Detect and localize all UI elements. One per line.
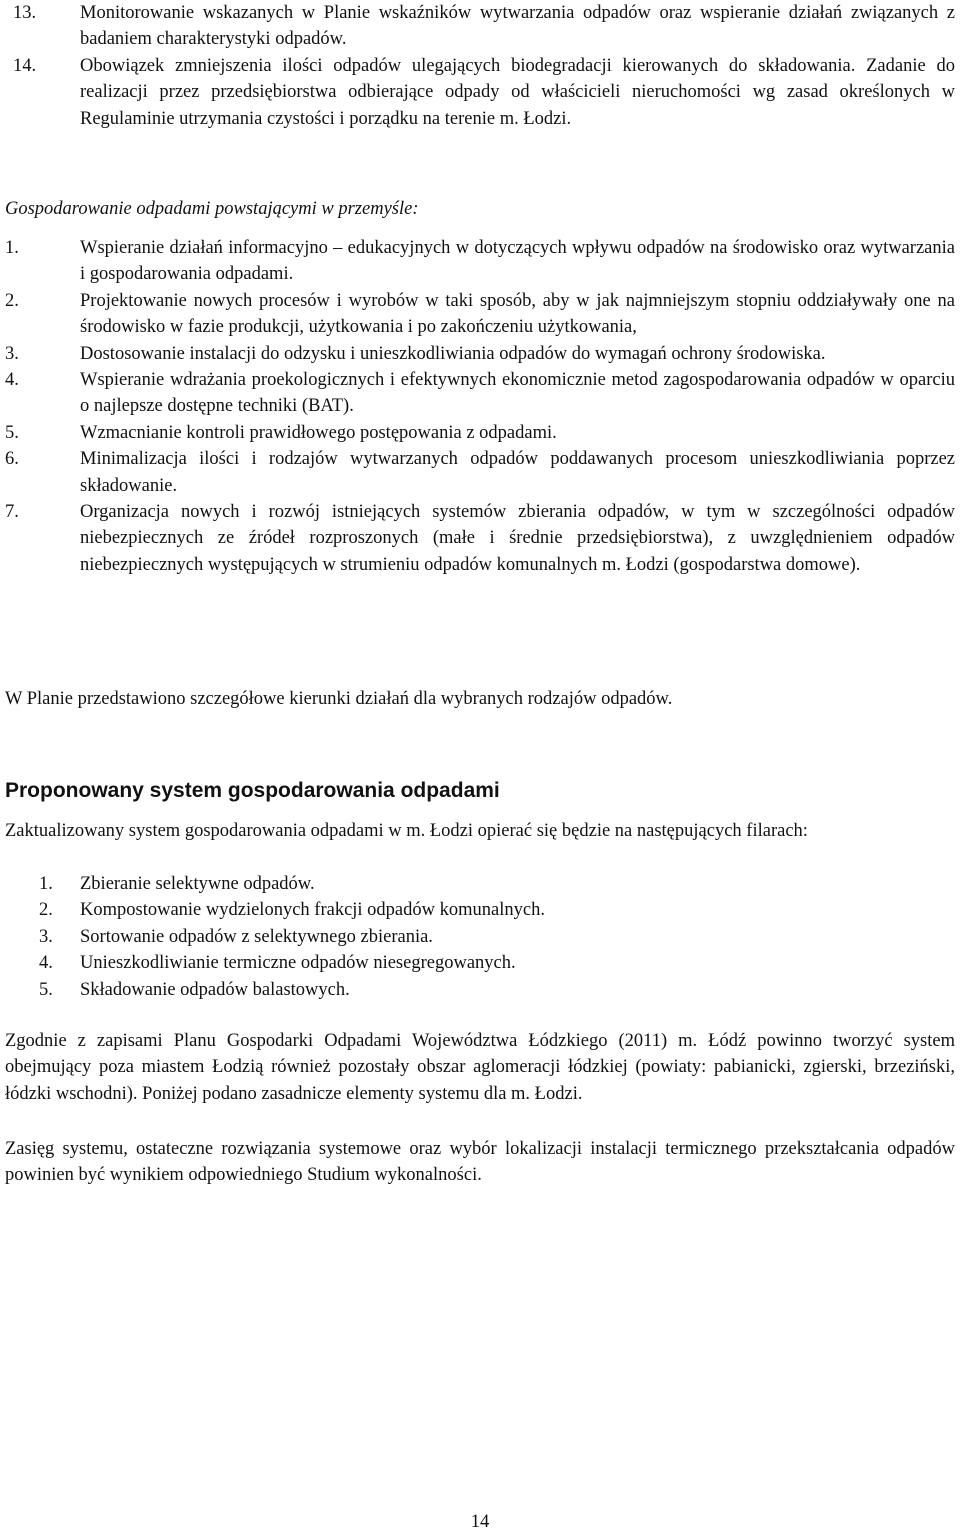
list-text: Monitorowanie wskazanych w Planie wskaźników wytwarzania odpadów oraz wspieranie działań związanych z badaniem charakterystyki odpadów. [80, 3, 955, 50]
list-text: Składowanie odpadów balastowych. [80, 979, 350, 1000]
list-text: Kompostowanie wydzielonych frakcji odpadów komunalnych. [80, 900, 545, 921]
list-number: 2. [5, 290, 19, 311]
list-number: 4. [5, 370, 19, 391]
list-item [5, 367, 955, 420]
pillars-list [5, 871, 955, 1003]
list-number: 5. [39, 979, 53, 1000]
plan-note: W Planie przedstawiono szczegółowe kierunki działań dla wybranych rodzajów odpadów. [5, 689, 673, 709]
list-number: 7. [5, 502, 19, 523]
list-item [5, 420, 955, 446]
top-list [5, 0, 955, 132]
list-number: 3. [39, 926, 53, 947]
list-number: 5. [5, 422, 19, 443]
list-number: 2. [39, 900, 53, 921]
list-number: 1. [5, 238, 19, 258]
industry-list [5, 235, 955, 578]
list-item [5, 950, 955, 976]
list-item [5, 871, 955, 897]
list-item [5, 446, 955, 499]
system-intro: Zaktualizowany system gospodarowania odpadami w m. Łodzi opierać się będzie na następujących filarach: [5, 821, 808, 841]
list-number: 3. [5, 343, 19, 364]
list-number: 13. [13, 3, 37, 23]
list-number: 14. [13, 55, 37, 76]
section-heading: Proponowany system gospodarowania odpadami [5, 779, 500, 802]
list-text: Zbieranie selektywne odpadów. [80, 874, 315, 894]
list-item [5, 499, 955, 578]
list-text: Organizacja nowych i rozwój istniejących systemów zbierania odpadów, w tym w szczególności odpadów niebezpiecznych ze źródeł rozproszonych (małe i średnie przedsiębiorstwa), z uwzględnieniem odpadów niebezpiecznych występujących w strumieniu odpadów komunalnych m. Łodzi (gospodarstwa domowe). [80, 502, 955, 575]
paragraph: Zgodnie z zapisami Planu Gospodarki Odpadami Województwa Łódzkiego (2011) m. Łódź powinno tworzyć system obejmujący poza miastem Łodzią również pozostały obszar aglomeracji łódzkiej (powiaty: pabianicki, zgierski, brzeziński, łódzki wschodni). Poniżej podano zasadnicze elementy systemu dla m. Łodzi. [5, 1031, 955, 1104]
list-text: Wspieranie działań informacyjno – edukacyjnych w dotyczących wpływu odpadów na środowisko oraz wytwarzania i gospodarowania odpadami. [80, 238, 955, 285]
list-text: Wzmacnianie kontroli prawidłowego postępowania z odpadami. [80, 422, 557, 443]
page-number: 14 [470, 1512, 490, 1532]
list-text: Minimalizacja ilości i rodzajów wytwarzanych odpadów poddawanych procesom unieszkodliwiania poprzez składowanie. [80, 449, 955, 496]
list-item [5, 977, 955, 1003]
paragraph: Zasięg systemu, ostateczne rozwiązania systemowe oraz wybór lokalizacji instalacji termicznego przekształcania odpadów powinien być wynikiem odpowiedniego Studium wykonalności. [5, 1139, 955, 1186]
list-text: Projektowanie nowych procesów i wyrobów w taki sposób, aby w jak najmniejszym stopniu oddziaływały one na środowisko w fazie produkcji, użytkowania i po zakończeniu użytkowania, [80, 290, 955, 338]
list-text: Unieszkodliwianie termiczne odpadów niesegregowanych. [80, 953, 516, 974]
industry-heading: Gospodarowanie odpadami powstającymi w przemyśle: [5, 199, 419, 219]
list-item [5, 53, 955, 132]
list-text: Wspieranie wdrażania proekologicznych i efektywnych ekonomicznie metod zagospodarowania odpadów w oparciu o najlepsze dostępne techniki (BAT). [80, 370, 955, 417]
list-number: 4. [39, 953, 53, 974]
list-number: 6. [5, 449, 19, 470]
list-item [5, 341, 955, 367]
list-text: Sortowanie odpadów z selektywnego zbierania. [80, 926, 433, 947]
list-item [5, 0, 955, 53]
list-text: Obowiązek zmniejszenia ilości odpadów ulegających biodegradacji kierowanych do składowania. Zadanie do realizacji przez przedsiębiorstwa odbierające odpady od właścicieli nieruchomości wg zasad określonych w Regulaminie utrzymania czystości i porządku na terenie m. Łodzi. [80, 55, 955, 129]
list-item [5, 235, 955, 288]
list-item [5, 288, 955, 341]
list-number: 1. [39, 874, 53, 894]
list-item [5, 897, 955, 923]
list-item [5, 924, 955, 950]
list-text: Dostosowanie instalacji do odzysku i unieszkodliwiania odpadów do wymagań ochrony środowiska. [80, 343, 826, 364]
